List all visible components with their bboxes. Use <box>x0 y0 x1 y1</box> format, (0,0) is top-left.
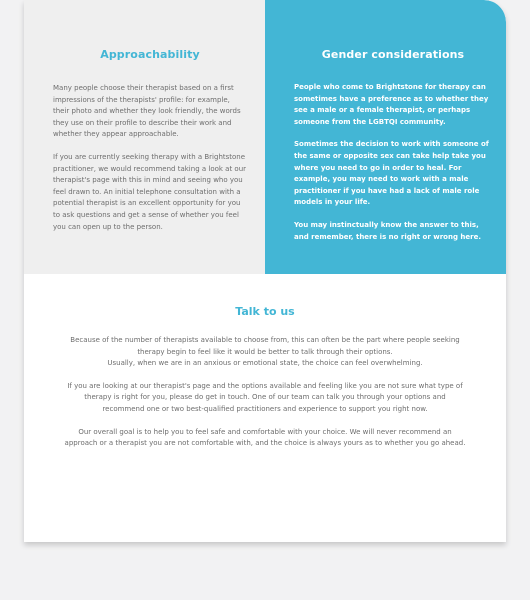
approachability-title: Approachability <box>100 48 200 61</box>
approachability-panel <box>24 0 265 274</box>
gender-paragraph-2: Sometimes the decision to work with someone of the same or opposite sex can take help take you where you need to go in order to heal. For example, you may need to work with a male practitioner if you have had a lack of male role models in your life. <box>294 140 489 207</box>
gender-considerations-title: Gender considerations <box>321 48 465 61</box>
approachability-paragraph-2: If you are currently seeking therapy with a Brightstone practitioner, we would recommend taking a look at our therapist's page with this in mind and seeing who you feel drawn to. An initial telephone consultation with a potential therapist is an excellent opportunity for you to ask questions and get a sense of whether you feel you can open up to the person. <box>53 152 247 231</box>
talk-paragraph-3: Our overall goal is to help you to feel safe and comfortable with your choice. We will never recommend an approach or a therapist you are not comfortable with, and the choice is always yours as to whether you go ahead. <box>64 427 466 448</box>
talk-to-us-title: Talk to us <box>235 305 295 318</box>
gender-paragraph-1: People who come to Brightstone for therapy can sometimes have a preference as to whether they see a male or a female therapist, or perhaps someone from the LGBTQI community. <box>294 83 489 126</box>
talk-paragraph-1-line-2: Usually, when we are in an anxious or emotional state, the choice can feel overwhelming. <box>107 359 423 368</box>
approachability-paragraph-1: Many people choose their therapist based on a first impressions of the therapists' profile: for example, their photo and whether they look friendly, the words they use on their profile to describe their work and whether they appear approachable. <box>53 84 241 139</box>
talk-paragraph-1-line-1: Because of the number of therapists available to choose from, this can often be the part where people seeking therapy begin to feel like it would be better to talk through their options. <box>70 336 460 356</box>
content-card <box>24 0 506 542</box>
talk-to-us-section <box>24 274 506 450</box>
gender-paragraph-3: You may instinctually know the answer to this, and remember, there is no right or wrong here. <box>294 220 481 241</box>
talk-paragraph-2: If you are looking at our therapist's page and the options available and feeling like you are not sure what type of therapy is right for you, please do get in touch. One of our team can talk you through your options and recommend one or two best-qualified practitioners and experience to support you right now. <box>67 381 463 413</box>
top-row <box>24 0 506 274</box>
talk-paragraph-1 <box>64 335 466 370</box>
gender-considerations-panel <box>265 0 506 274</box>
